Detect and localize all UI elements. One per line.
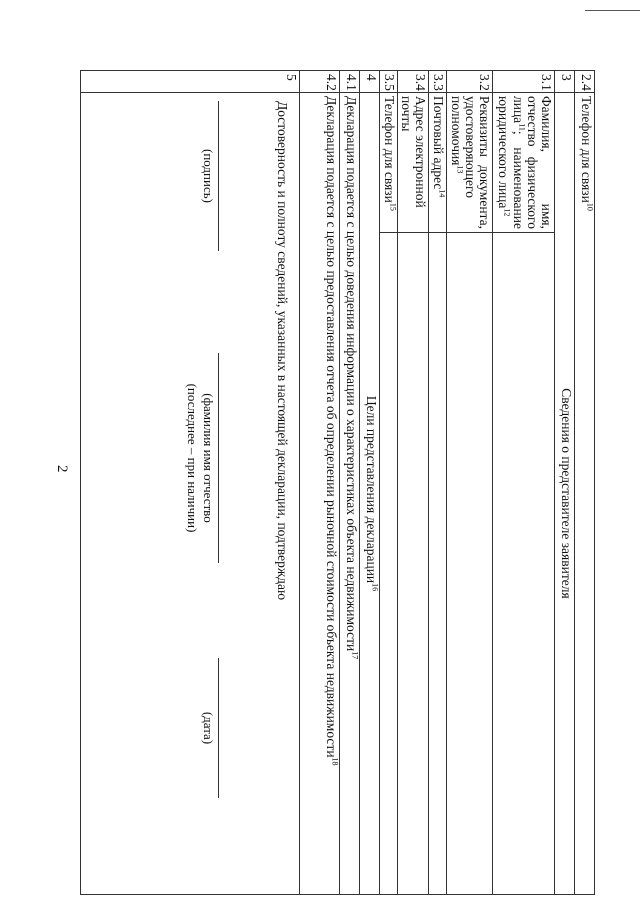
row-number: 3.2	[447, 71, 493, 93]
page-number: 2	[54, 465, 70, 473]
row-2-4	[575, 71, 595, 895]
value-cell[interactable]	[380, 233, 398, 895]
section-title-representative: Сведения о представителе заявителя	[555, 93, 575, 895]
row-label: Реквизиты документа, удостоверяющего полномочия$^{13}$	[447, 93, 493, 233]
row-4-2	[300, 71, 340, 895]
value-cell[interactable]	[447, 233, 493, 895]
signature-section	[81, 93, 300, 895]
name-caption-line2: (последнее – при наличии)	[185, 383, 201, 533]
row-label: Телефон для связи$^{10}$	[575, 93, 595, 895]
row-number: 3.5	[380, 71, 398, 93]
row-label: Адрес электронной почты	[398, 93, 429, 233]
row-number: 4.2	[300, 71, 340, 93]
value-cell[interactable]	[493, 233, 555, 895]
value-cell[interactable]	[429, 233, 447, 895]
date-line[interactable]	[218, 658, 219, 798]
row-number: 4.1	[340, 71, 360, 93]
row-label: Декларация подается с целью предоставления отчета об определении рыночной стоимости объекта недвижимости$^{18}$	[300, 93, 340, 895]
row-label: Телефон для связи$^{15}$	[380, 93, 398, 233]
row-5	[81, 71, 300, 895]
row-label: Декларация подается с целью доведения информации о характеристиках объекта недвижимости$^{17}$	[340, 93, 360, 895]
row-label: Почтовый адрес$^{14}$	[429, 93, 447, 233]
row-3-1	[493, 71, 555, 895]
confirmation-statement: Достоверность и полноту сведений, указанных в настоящей декларации, подтверждаю	[275, 101, 291, 601]
row-number: 3	[555, 71, 575, 93]
value-cell[interactable]	[398, 233, 429, 895]
row-number: 3.3	[429, 71, 447, 93]
row-number: 3.4	[398, 71, 429, 93]
row-3-3	[429, 71, 447, 895]
section-title-purposes: Цели представления декларации$^{16}$	[360, 93, 380, 895]
name-line[interactable]	[218, 353, 219, 563]
name-caption-line1: (фамилия имя отчество	[201, 393, 217, 523]
top-corner-rule	[585, 10, 640, 11]
row-3-4	[398, 71, 429, 895]
row-4	[360, 71, 380, 895]
row-4-1	[340, 71, 360, 895]
row-3-5	[380, 71, 398, 895]
row-label: Фамилия, имя, отчество физического лица$^{11}$; наименование юридического лица$^{12}$	[493, 93, 555, 233]
row-number: 3.1	[493, 71, 555, 93]
date-caption: (дата)	[201, 711, 217, 745]
row-3-2	[447, 71, 493, 895]
row-number: 4	[360, 71, 380, 93]
declaration-page-rotated	[70, 70, 595, 895]
signature-caption: (подпись)	[201, 149, 217, 203]
declaration-table	[80, 70, 595, 895]
row-3	[555, 71, 575, 895]
row-number: 5	[81, 71, 300, 93]
signature-line[interactable]	[218, 101, 219, 251]
row-number: 2.4	[575, 71, 595, 93]
